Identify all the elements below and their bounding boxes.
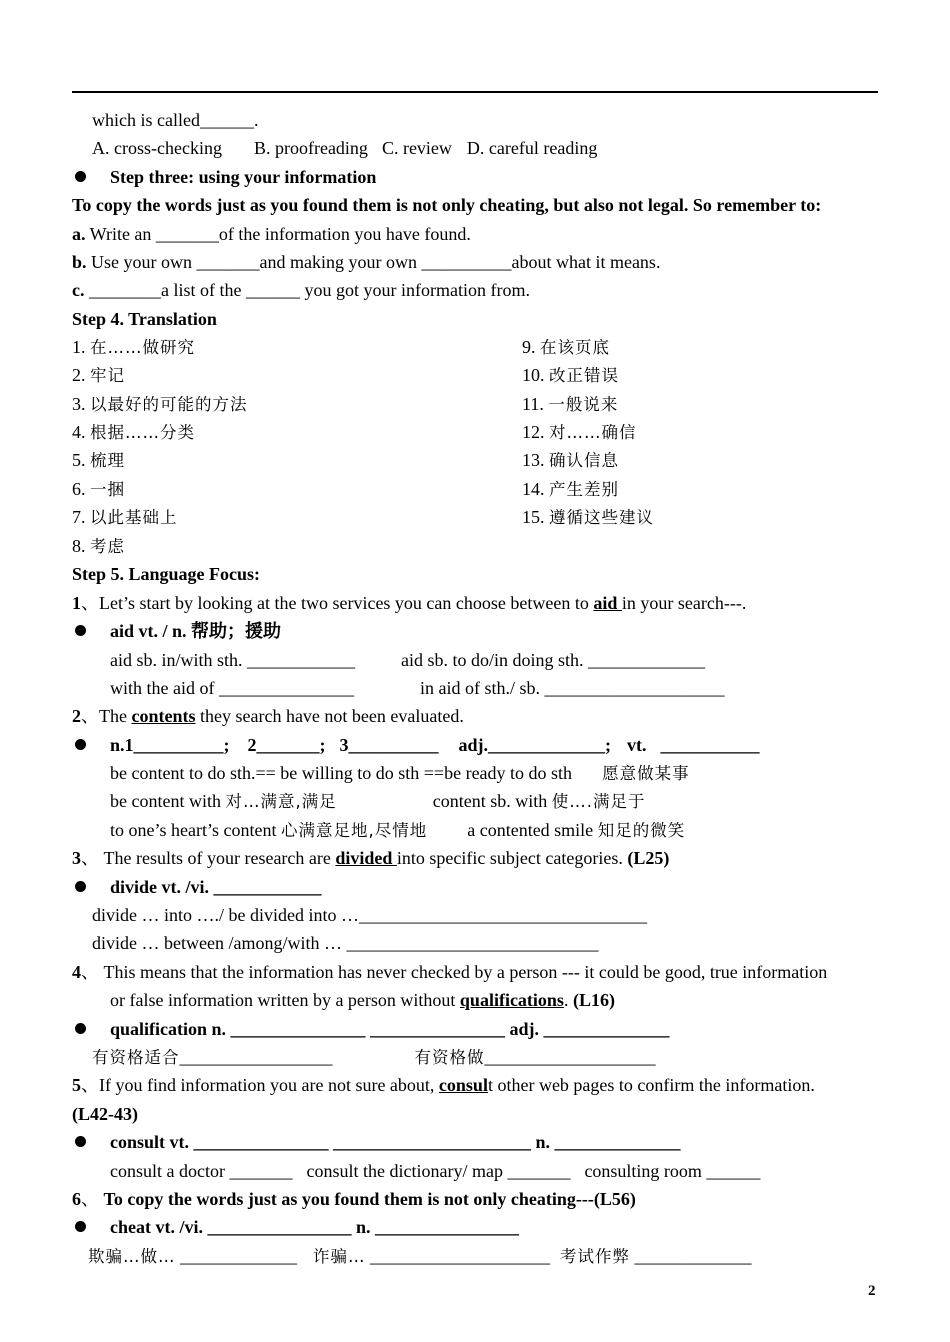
blank: ___________________ [484,1047,656,1067]
line-reference: (L16) [572,990,615,1010]
separator: 、 [81,1189,104,1209]
usage-text: consult a doctor _______ [110,1161,293,1181]
bullet-icon [75,1023,86,1034]
usage-translation: 使….满足于 [551,792,646,811]
focus-item-4-cont [110,990,615,1010]
option-a: A. cross-checking [92,138,222,158]
item-text: 产生差别 [549,480,619,499]
translation-item [522,365,619,386]
word-entry: aid vt. / n. 帮助；援助 [110,621,282,641]
translation-item [72,479,125,499]
option-d: D. careful reading [466,138,598,158]
item-number: 3 [72,848,81,868]
usage-translation: 诈骗… [313,1247,366,1266]
item-number: 5. [72,450,90,470]
sentence-text: If you find information you are not sure about, [99,1075,439,1095]
item-text: 以最好的可能的方法 [90,395,248,414]
item-text: 改正错误 [549,366,619,385]
usage-translation: 愿意做某事 [602,764,690,783]
sentence-text: into specific subject categories. [396,848,628,868]
sentence-text: they search have not been evaluated. [195,706,464,726]
options-line [92,138,597,158]
sentence-text: . [563,990,573,1010]
item-label: b. [72,252,87,272]
step3-item-b [72,252,660,272]
item-number: 4 [72,962,81,982]
focus-item-2 [72,706,464,726]
blank: _________________ [179,1047,333,1067]
usage-text: aid sb. in/with sth. ____________ [110,650,356,670]
blank: ___________ [660,735,760,755]
page-number: 2 [868,1283,876,1299]
translation-item [522,422,637,443]
item-number: 6. [72,479,90,499]
word-entry: consult vt. _______________ ______________________ n. ______________ [110,1132,681,1152]
blank: vt. [627,735,647,755]
usage-text: consulting room ______ [584,1161,761,1181]
separator: 、 [81,962,104,982]
usage-translation: 心满意足地,尽情地 [280,821,428,840]
bullet-icon [75,171,86,182]
item-number: 6 [72,1189,81,1209]
item-text: 以此基础上 [90,508,178,527]
item-text: Use your own _______and making your own __________about what it means. [86,252,661,272]
usage-translation: 有资格做 [414,1048,485,1067]
usage-translation: 欺骗…做… [88,1247,176,1266]
item-text: 在……做研究 [90,338,195,357]
blank: adj._____________; [458,735,612,755]
translation-item [522,507,654,528]
item-text: 遵循这些建议 [549,508,654,527]
key-word: aid [593,593,622,613]
option-c: C. review [381,138,452,158]
usage-line [110,1161,760,1181]
item-text: Write an _______of the information you have found. [85,224,471,244]
line-reference: (L42-43) [72,1104,138,1124]
usage-line [88,1246,752,1266]
item-text: 对……确信 [549,423,637,442]
usage-text: content sb. with [432,791,552,811]
usage-line [110,791,645,811]
item-text: 梳理 [90,451,125,470]
item-number: 9. [522,337,540,357]
word-entry: cheat vt. /vi. ________________ n. ________________ [110,1217,519,1237]
key-word: contents [131,706,196,726]
usage-line [110,820,685,840]
item-label: c. [72,280,85,300]
item-number: 2. [72,365,90,385]
key-word: consul [438,1075,488,1095]
focus-item-3 [72,848,669,868]
item-number: 15. [522,507,549,527]
item-number: 1 [72,593,81,613]
translation-item [72,450,125,470]
item-text: 在该页底 [540,338,610,357]
separator: 、 [81,593,99,613]
item-number: 7. [72,507,90,527]
key-word: divided [335,848,397,868]
usage-text: be content to do sth.== be willing to do sth ==be ready to do sth [110,763,573,783]
item-number: 10. [522,365,549,385]
bullet-icon [75,1136,86,1147]
translation-item [522,450,619,471]
sentence-text: The results of your research are [103,848,336,868]
usage-line [92,1047,656,1067]
translation-item [72,507,178,527]
item-number: 2 [72,706,81,726]
item-text: 牢记 [90,366,125,385]
word-entry [110,735,760,755]
bullet-icon [75,739,86,750]
sentence-text: or false information written by a person without [110,990,460,1010]
usage-translation: 有资格适合 [92,1048,180,1067]
separator: 、 [81,848,104,868]
blank: _____________ [630,1246,752,1266]
usage-translation: 知足的微笑 [597,821,686,840]
blank: n.1__________; [110,735,230,755]
focus-item-1 [72,593,746,613]
usage-text: in aid of sth./ sb. ____________________ [419,678,725,698]
sentence-text: t other web pages to confirm the information. [487,1075,815,1095]
usage-text: be content with [110,791,226,811]
separator: 、 [81,1075,99,1095]
separator: 、 [81,706,99,726]
translation-item [72,422,195,442]
word-entry: divide vt. /vi. ____________ [110,877,322,897]
item-label: a. [72,224,86,244]
option-b: B. proofreading [253,138,368,158]
blank: ____________________ [365,1246,550,1266]
usage-text: a contented smile [467,820,598,840]
item-number: 14. [522,479,549,499]
translation-item [72,365,125,385]
sentence-text: To copy the words just as you found them is not only cheating---(L56) [103,1189,636,1209]
step3-intro: To copy the words just as you found them is not only cheating, but also not legal. So remember to: [72,195,822,215]
step3-item-a [72,224,471,244]
item-number: 11. [522,394,549,414]
item-text: ________a list of the ______ you got your information from. [84,280,530,300]
blank: _____________ [175,1246,297,1266]
blank: 3__________ [339,735,439,755]
usage-translation: 考试作弊 [560,1247,630,1266]
translation-item [72,394,248,414]
translation-item [72,536,125,556]
step5-heading: Step 5. Language Focus: [72,564,261,584]
item-text: 确认信息 [549,451,619,470]
line-reference: (L25) [627,848,670,868]
usage-text: consult the dictionary/ map _______ [306,1161,571,1181]
top-rule [72,91,878,93]
bullet-icon [75,625,86,636]
sentence-text: This means that the information has never checked by a person --- it could be good, true information [103,962,828,982]
translation-item [522,394,618,415]
translation-item [72,337,195,357]
step4-heading: Step 4. Translation [72,309,217,329]
translation-item [522,337,610,358]
item-text: 根据……分类 [90,423,195,442]
usage-line: divide … between /among/with … ____________________________ [92,933,599,953]
item-number: 13. [522,450,549,470]
word-entry: qualification n. _______________ _______________ adj. ______________ [110,1019,670,1039]
item-number: 5 [72,1075,81,1095]
usage-line [110,650,705,670]
item-number: 4. [72,422,90,442]
sentence-text: Let’s start by looking at the two services you can choose between to [99,593,594,613]
step3-heading: Step three: using your information [110,167,377,187]
key-word: qualifications [459,990,564,1010]
usage-line [110,678,724,698]
item-number: 8. [72,536,90,556]
usage-text: aid sb. to do/in doing sth. _____________ [401,650,706,670]
usage-line: divide … into …./ be divided into …________________________________ [92,905,647,925]
bullet-icon [75,881,86,892]
item-text: 一捆 [90,480,125,499]
sentence-text: in your search---. [621,593,747,613]
blank: 2_______; [247,735,326,755]
translation-item [522,479,619,500]
text-line: which is called______. [92,110,259,130]
focus-item-6 [72,1189,636,1209]
step3-item-c [72,280,530,300]
focus-item-5 [72,1075,815,1095]
item-number: 3. [72,394,90,414]
item-text: 一般说来 [548,395,619,414]
usage-text: with the aid of _______________ [110,678,354,698]
usage-text: to one’s heart’s content [110,820,281,840]
item-text: 考虑 [90,537,125,556]
bullet-icon [75,1221,86,1232]
item-number: 1. [72,337,90,357]
item-number: 12. [522,422,549,442]
focus-item-4 [72,962,827,982]
usage-translation: 对…满意,满足 [225,792,337,811]
usage-line [110,763,690,783]
sentence-text: The [99,706,132,726]
